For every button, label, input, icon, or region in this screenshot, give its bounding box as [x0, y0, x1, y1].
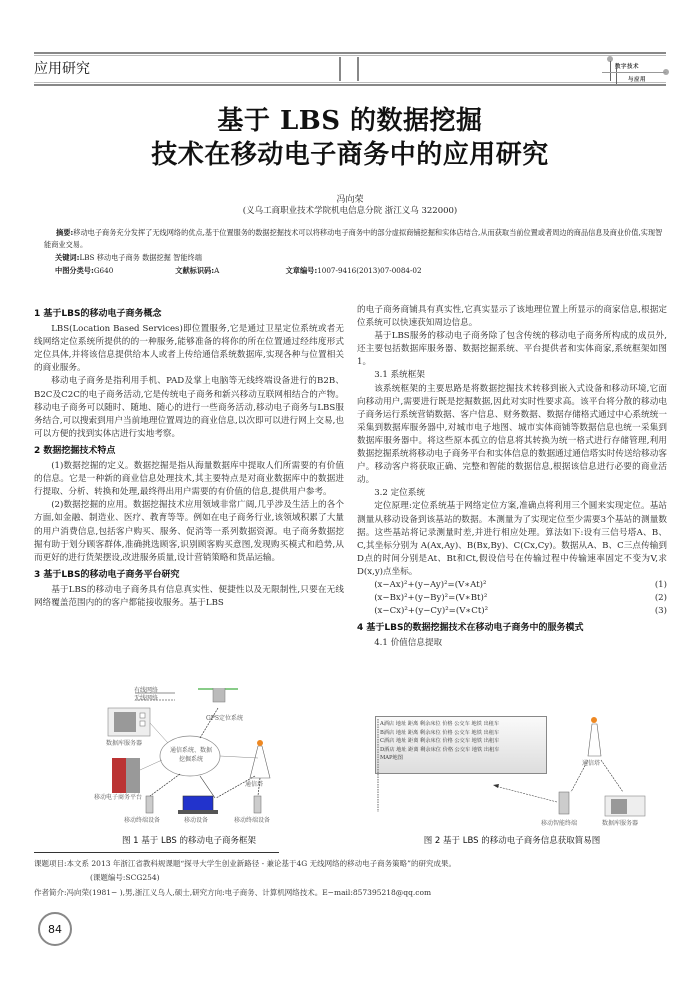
- page-number: 84: [48, 923, 62, 936]
- right-column: [357, 304, 667, 650]
- phone-icon: [254, 796, 261, 813]
- paragraph: LBS(Location Based Services)即位置服务,它是通过卫星定位系统或者无线网络定位系统所提供的的一种服务,能够准备的将你的所在位置通过经纬度形式定位具体,并将该信息提供给本人或者上传给通信系统数据库,实现各种与位置相关的商业服务。: [34, 324, 344, 374]
- paragraph: 基于LBS的移动电子商务具有信息真实性、便捷性以及无限制性,只要在无线网络覆盖范围内的的客户都能接收服务。基于LBS: [34, 584, 344, 608]
- paragraph: 定位原理:定位系统基于网络定位方案,准确点将利用三个圆来实现定位。基站测量从移动设备到该基站的数据。本测量为了实现定位至少需要3个基站的测量数据。这些基站将记录测量时差,并进行相应处理。算法如下:设有三信号塔A、B、C,其坐标分别为 A(Ax,Ay)、B(Bx,By)、C(Cx,Cy)。数据从A、B、C三点传输到D点的时间分别是At、Bt和Ct,假设信号在传输过程中传输速率固定不变为V,求D(x,y)点坐标。: [357, 501, 667, 577]
- terminal-label: 移动终端设备: [234, 817, 271, 824]
- equation: [357, 605, 667, 618]
- info-row: MAP地图: [380, 755, 403, 761]
- figure-1: [40, 688, 340, 828]
- footnote-author-bio: 作者简介:冯向荣(1981− ),男,浙江义乌人,硕士,研究方向:电子商务、计算机网络技术。E−mail:857395218@qq.com: [34, 888, 432, 897]
- tower-icon: [588, 724, 601, 756]
- wired-label: 有线网络: [134, 687, 159, 694]
- equation-expr: (x−Cx)²+(y−Cy)²=(V∗Ct)²: [374, 606, 489, 617]
- footnote-rule: [34, 852, 279, 853]
- figure-1-caption: 图 1 基于 LBS 的移动电子商务框架: [121, 836, 257, 846]
- header-rule-top: [34, 52, 666, 54]
- clc-value: G640: [93, 266, 114, 275]
- laptop-label: 移动设备: [184, 817, 209, 824]
- db-server-label: 数据库服务器: [602, 820, 639, 827]
- footnote-project-no: (课题编号:SCG254): [90, 873, 160, 882]
- terminal-label: 移动终端设备: [124, 817, 161, 824]
- header-rule-top-thin: [34, 55, 666, 56]
- section-heading: 4 基于LBS的数据挖掘技术在移动电子商务中的服务模式: [357, 623, 584, 634]
- logo-line: [610, 61, 611, 81]
- figure-2-diagram: [375, 716, 665, 830]
- terminal-label: 移动智能终端: [541, 820, 578, 827]
- section-heading: 3 基于LBS的移动电子商务平台研究: [34, 569, 180, 580]
- title-line-1: 基于 LBS 的数据挖掘: [217, 106, 483, 136]
- subsection-heading: 4.1 价值信息提取: [374, 638, 443, 649]
- doc-code-label: 文献标识码:: [175, 266, 215, 275]
- keywords-text: LBS 移动电子商务 数据挖掘 智能终端: [79, 253, 202, 262]
- logo-line: [616, 68, 617, 84]
- satellite-icon: [213, 688, 225, 702]
- tower-label: 通信塔: [245, 781, 264, 788]
- paragraph: 移动电子商务是指利用手机、PAD及掌上电脑等无线终端设备进行的B2B、B2C及C2C的电子商务活动,它是传统电子商务和新兴移动互联网相结合的产物。移动电子商务可以随时、随地、随心的进行一些商务活动,移动电子商务与LBS服务结合,可以搜索到用户当前地理位置周边的商业信息,以次即可以进行网上交易,也可以方便的找到实体店进行实地考察。: [34, 376, 344, 439]
- subsection-heading: 3.1 系统框架: [374, 370, 425, 381]
- cloud-label: 通信系统、数据挖掘系统: [169, 747, 212, 763]
- classification-line: [55, 266, 615, 276]
- info-row: B酒店 地址 距离 剩余床位 价格 公交车 地铁 出租车: [380, 729, 500, 736]
- header-divider: [339, 57, 341, 81]
- db-server-label: 数据库服务器: [106, 740, 143, 747]
- abstract: [44, 227, 664, 251]
- paragraph: (1)数据挖掘的定义。数据挖掘是指从海量数据库中提取人们所需要的有价值的信息。它是一种新的商业信息处理技术,其主要特点是对商业数据库中的数据进行提取、分析、转换和处理,最终得出用户需要的有价值的信息,提供用户参考。: [34, 461, 344, 498]
- paragraph: (2)数据挖掘的应用。数据挖掘技术应用领域非常广阔,几乎涉及生活上的各个方面,如金融、制造业、医疗、教育等等。例如在电子商务行业,该领域积累了大量的用户消费信息,包括客户购买、服务、促消等一系列数据资源。电子商务数据挖掘有助于划分顾客群体,准确挑选顾客,识别顾客购买意图,发现购买模式和趋势,从而更好的进行货架摆设,改进服务质量,设计营销策略和货品运输。: [34, 500, 344, 563]
- info-row: A酒店 地址 距离 剩余床位 价格 公交车 地铁 出租车: [380, 721, 500, 727]
- title-line-2: 技术在移动电子商务中的应用研究: [151, 140, 549, 170]
- header-rule-bottom-thin: [34, 82, 666, 83]
- phone-icon: [146, 796, 153, 813]
- gps-label: GPS定位系统: [206, 715, 243, 722]
- wireless-label: 无线网络: [134, 695, 159, 702]
- equation: [357, 592, 667, 605]
- header-rule-bottom: [34, 84, 666, 86]
- equation-expr: (x−Ax)²+(y−Ay)²=(V∗At)²: [374, 579, 487, 590]
- equation-number: (1): [654, 579, 667, 590]
- page-number-badge: [38, 912, 72, 946]
- platform-label: 移动电子商务平台: [94, 794, 143, 801]
- paragraph: 的电子商务商铺具有真实性,它真实显示了该地理位置上所显示的商家信息,根据定位系统可以快速获知周边信息。: [357, 305, 667, 329]
- header-divider: [357, 57, 359, 81]
- section-heading: 2 数据挖掘技术特点: [34, 445, 116, 456]
- info-row: C酒店 地址 距离 剩余床位 价格 公交车 地铁 出租车: [380, 738, 500, 744]
- author: 冯向荣: [336, 195, 364, 205]
- equation: [357, 579, 667, 592]
- abstract-label: 摘要:: [56, 228, 74, 237]
- doc-code-value: A: [214, 266, 220, 275]
- left-column: [34, 304, 344, 610]
- subsection-heading: 3.2 定位系统: [374, 488, 425, 499]
- section-label: 应用研究: [34, 61, 90, 77]
- tower-signal: [257, 740, 263, 746]
- keywords: [55, 253, 202, 263]
- logo-line: [602, 72, 666, 73]
- equation-expr: (x−Bx)²+(y−By)²=(V∗Bt)²: [374, 593, 488, 604]
- paragraph: 该系统框架的主要思路是将数据挖掘技术转移到嵌入式设备和移动环境,它面向移动用户,需要进行既是挖掘数据,因此对实时性要求高。该平台将分散的移动电子商务运行系统营销数据、客户信息、财务数据、数据存储格式通过中心系统统一采集到数据库服务器中,对城市电子地图、城市实体商铺等数据信息也统一采集到数据库服务器中。将这些原本孤立的信息将其转换为统一格式进行存储管理,利用数据挖掘系统将移动电子商务平台和实体信息的数据通过通信塔实时传送给移动客户。移动客户将获取正确、完整和智能的数据信息,根据该信息进行必要的商业活动。: [357, 383, 667, 486]
- article-no-label: 文章编号:: [285, 266, 318, 275]
- tower-signal: [591, 717, 597, 723]
- footnote-project: 课题项目:本文系 2013 年浙江省教科规课题“探寻大学生创业新路径 - 兼论基于4G 无线网络的移动电子商务策略”的研究成果。: [34, 859, 456, 868]
- equation-number: (2): [654, 593, 667, 604]
- logo-text: 与应用: [628, 77, 647, 83]
- journal-logo: [600, 55, 690, 85]
- figure-2: [375, 716, 665, 830]
- info-row: D酒店 地址 距离 剩余床位 价格 公交车 地铁 出租车: [380, 746, 500, 753]
- logo-text: 数字技术: [615, 64, 640, 70]
- affiliation: (义乌工商职业技术学院机电信息分院 浙江义乌 322000): [242, 206, 458, 216]
- article-no-value: 1007-9416(2013)07-0084-02: [317, 266, 422, 275]
- tower-icon: [250, 746, 270, 778]
- tower-label: 通信塔: [582, 760, 601, 767]
- paragraph: 基于LBS服务的移动电子商务除了包含传统的移动电子商务所构成的成员外,还主要包括数据库服务器、数据挖掘系统、平台提供者和实体商家,系统框架如图1。: [357, 331, 667, 368]
- clc-label: 中图分类号:: [55, 266, 94, 275]
- phone-icon: [559, 792, 569, 814]
- keywords-label: 关键词:: [55, 253, 80, 262]
- laptop-icon: [183, 796, 213, 811]
- equation-number: (3): [654, 606, 667, 617]
- abstract-text: 移动电子商务充分发挥了无线网络的优点,基于位置服务的数据挖掘技术可以将移动电子商务中的部分虚拟商铺挖掘和实体店结合,从而获取当前位置或者周边的商品信息及商业价值,实现智能商业交易。: [44, 228, 663, 249]
- figure-2-caption: 图 2 基于 LBS 的移动电子商务信息获取简易图: [423, 836, 601, 846]
- section-heading: 1 基于LBS的移动电子商务概念: [34, 309, 162, 319]
